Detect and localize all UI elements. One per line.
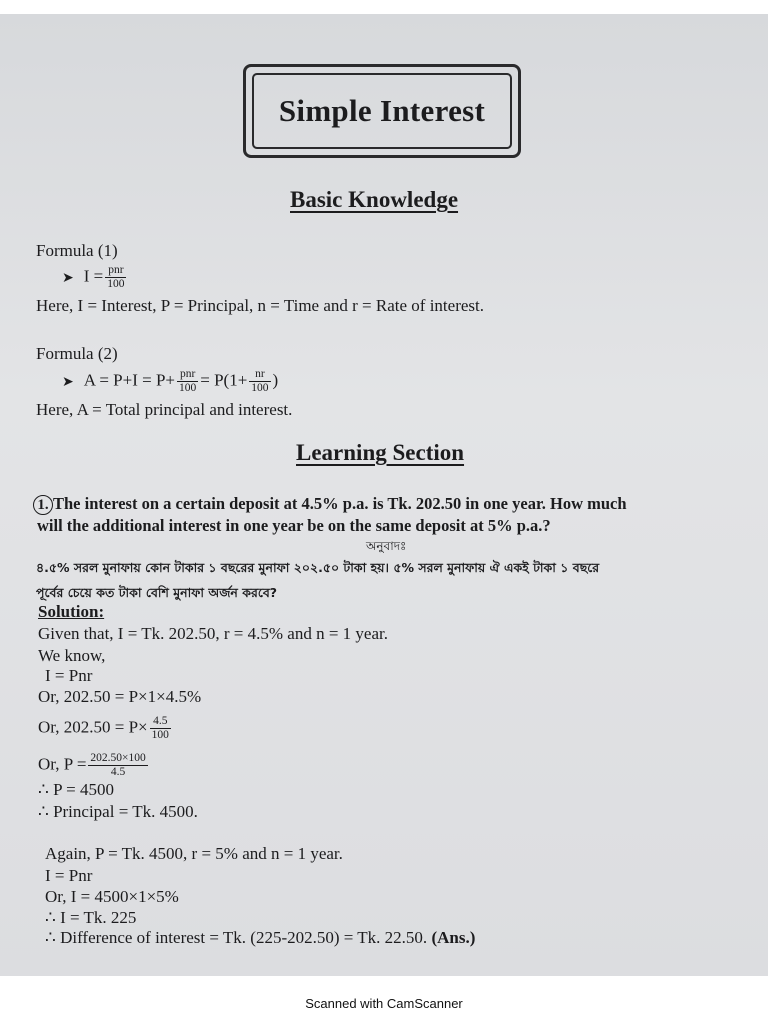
i-pnr-line-2: I = Pnr [45,866,93,885]
arrow-bullet-icon: ➤ [62,374,74,390]
bengali-line-2: পূর্বের চেয়ে কত টাকা বেশি মুনাফা অর্জন করবে? [36,585,278,600]
step-or-4: Or, I = 4500×1×5% [45,887,179,906]
therefore-i: ∴ I = Tk. 225 [45,908,137,927]
formula2: ➤ A = P+I = P+ $\frac{\text{pnr}}{100}$ = P(1+ $\frac{nr}{100}$ ) [62,368,279,395]
given-line: Given that, I = Tk. 202.50, r = 4.5% and n = 1 year. [38,624,388,643]
question-line-2: will the additional interest in one year be on the same deposit at 5% p.a.? [37,516,551,535]
therefore-p: ∴ P = 4500 [38,780,114,799]
learning-section-heading: Learning Section [296,440,465,465]
basic-knowledge-heading: Basic Knowledge [290,187,459,212]
i-pnr-line: I = Pnr [45,666,93,685]
title-box [243,64,521,158]
again-line: Again, P = Tk. 4500, r = 5% and n = 1 year. [45,844,343,863]
translation-label: অনুবাদঃ [366,539,407,553]
formula2-label: Formula (2) [36,344,118,363]
answer-tag: (Ans.) [431,928,476,947]
formula1: ➤ I = $\frac{\text{pnr}}{100}$ [62,264,125,291]
page-title: Simple Interest [278,93,486,128]
formula1-note: Here, I = Interest, P = Principal, n = Time and r = Rate of interest. [36,296,484,315]
we-know-line: We know, [38,646,106,665]
question-number: 1. [33,495,53,515]
step-or-1: Or, 202.50 = P×1×4.5% [38,687,202,706]
difference-line: ∴ Difference of interest = Tk. (225-202.50) = Tk. 22.50. (Ans.) [45,928,476,947]
solution-label: Solution: [38,602,105,621]
step-or-2: Or, 202.50 = P× $\frac{4.5}{100}$ [38,715,169,742]
arrow-bullet-icon: ➤ [62,270,74,286]
question-line-1: 1. The interest on a certain deposit at 4.5% p.a. is Tk. 202.50 in one year. How much [33,494,627,515]
step-or-3: Or, P = $\frac{202.50\times 100}{4.5}$ [38,752,146,779]
formula1-label: Formula (1) [36,241,118,260]
scanned-page [0,14,768,976]
bengali-line-1: ৪.৫% সরল মুনাফায় কোন টাকার ১ বছরের মুনাফা ২০২.৫০ টাকা হয়। ৫% সরল মুনাফায় ঐ একই টাকা ১ বছরে [36,560,600,575]
formula2-note: Here, A = Total principal and interest. [36,400,293,419]
therefore-principal: ∴ Principal = Tk. 4500. [38,802,198,821]
scanner-footer: Scanned with CamScanner [305,996,463,1011]
